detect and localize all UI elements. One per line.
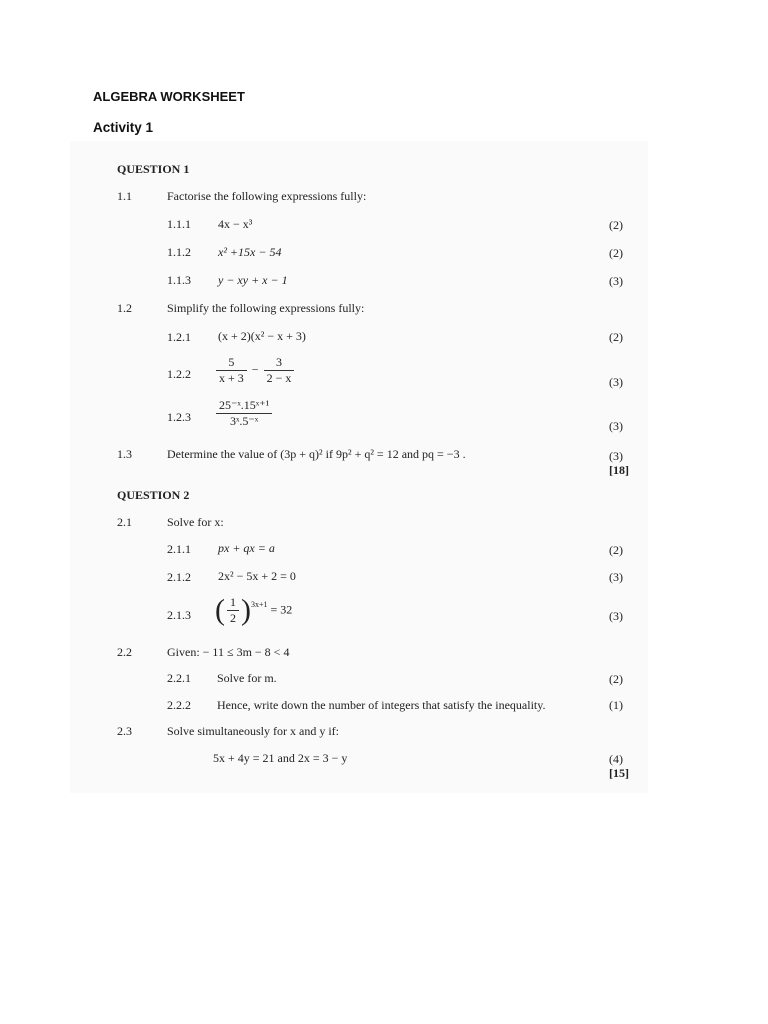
q1-1-1-number: 1.1.1 <box>167 217 191 231</box>
q2-1-2-marks: (3) <box>609 570 623 584</box>
q2-2-2-number: 2.2.2 <box>167 698 191 712</box>
fraction-1-numerator: 5 <box>216 355 247 371</box>
question-2-heading: QUESTION 2 <box>117 488 190 502</box>
q1-1-3-expression: y − xy + x − 1 <box>218 273 288 287</box>
q2-2-1-marks: (2) <box>609 672 623 686</box>
q1-3-text: Determine the value of (3p + q)² if 9p² + q² = 12 and pq = −3 . <box>167 447 466 461</box>
q2-1-3-marks: (3) <box>609 609 623 623</box>
q1-2-2-expression <box>214 355 296 386</box>
q2-1-number: 2.1 <box>117 515 132 529</box>
q2-2-1-text: Solve for m. <box>217 671 277 685</box>
fraction-3-denominator: 3ˣ.5⁻ˣ <box>229 414 259 428</box>
q2-1-2-expression: 2x² − 5x + 2 = 0 <box>218 569 296 583</box>
fraction-3-numerator: 25⁻ˣ.15ˣ⁺¹ <box>216 398 272 414</box>
activity-heading: Activity 1 <box>93 120 154 135</box>
q1-1-instruction: Factorise the following expressions fully: <box>167 189 367 203</box>
q2-2-1-number: 2.2.1 <box>167 671 191 685</box>
q2-total: [15] <box>609 766 629 780</box>
q1-3-number: 1.3 <box>117 447 132 461</box>
q1-total: [18] <box>609 463 629 477</box>
fraction-1 <box>216 355 247 386</box>
q2-2-given: Given: − 11 ≤ 3m − 8 < 4 <box>167 645 290 659</box>
q1-2-2-number: 1.2.2 <box>167 367 191 381</box>
q1-2-1-marks: (2) <box>609 330 623 344</box>
q1-2-number: 1.2 <box>117 301 132 315</box>
fraction-4 <box>227 595 239 626</box>
q1-1-number: 1.1 <box>117 189 132 203</box>
q1-2-3-marks: (3) <box>609 419 623 433</box>
q2-2-2-text: Hence, write down the number of integers that satisfy the inequality. <box>217 698 546 712</box>
fraction-1-denominator: x + 3 <box>219 371 244 385</box>
q1-1-1-marks: (2) <box>609 218 623 232</box>
q2-1-2-number: 2.1.2 <box>167 570 191 584</box>
q2-1-1-number: 2.1.1 <box>167 542 191 556</box>
equation-rhs: = 32 <box>270 602 293 617</box>
q1-1-3-number: 1.1.3 <box>167 273 191 287</box>
q1-2-3-expression <box>214 398 274 429</box>
fraction-4-denominator: 2 <box>230 611 236 625</box>
q2-1-1-expression: px + qx = a <box>218 541 275 555</box>
worksheet-title: ALGEBRA WORKSHEET <box>93 89 245 104</box>
q1-1-2-number: 1.1.2 <box>167 245 191 259</box>
q2-2-2-marks: (1) <box>609 698 623 712</box>
q1-1-3-marks: (3) <box>609 274 623 288</box>
fraction-3 <box>216 398 272 429</box>
fraction-4-numerator: 1 <box>227 595 239 611</box>
q1-2-1-number: 1.2.1 <box>167 330 191 344</box>
q1-2-3-number: 1.2.3 <box>167 410 191 424</box>
q1-3-marks: (3) <box>609 449 623 463</box>
q1-1-2-marks: (2) <box>609 246 623 260</box>
q1-1-2-expression: x² +15x − 54 <box>218 245 282 259</box>
q1-2-1-expression: (x + 2)(x² − x + 3) <box>218 329 306 343</box>
q1-2-2-marks: (3) <box>609 375 623 389</box>
exponent: 3x+1 <box>251 600 268 610</box>
question-1-heading: QUESTION 1 <box>117 162 190 176</box>
fraction-2-numerator: 3 <box>264 355 295 371</box>
fraction-2 <box>264 355 295 386</box>
q2-3-number: 2.3 <box>117 724 132 738</box>
q2-3-equations: 5x + 4y = 21 and 2x = 3 − y <box>213 751 348 765</box>
q1-1-1-expression: 4x − x³ <box>218 217 253 231</box>
scanned-question-sheet <box>70 141 648 793</box>
fraction-2-denominator: 2 − x <box>266 371 292 385</box>
minus-sign: − <box>251 362 259 377</box>
q2-2-number: 2.2 <box>117 645 132 659</box>
q1-2-instruction: Simplify the following expressions fully: <box>167 301 365 315</box>
q2-3-marks: (4) <box>609 752 623 766</box>
q2-3-text: Solve simultaneously for x and y if: <box>167 724 339 738</box>
q2-1-instruction: Solve for x: <box>167 515 224 529</box>
q2-1-3-expression: ( $\frac{1}{2}$ )$^{3x+1}$ = 32 <box>215 593 293 627</box>
q2-1-1-marks: (2) <box>609 543 623 557</box>
q2-1-3-number: 2.1.3 <box>167 608 191 622</box>
